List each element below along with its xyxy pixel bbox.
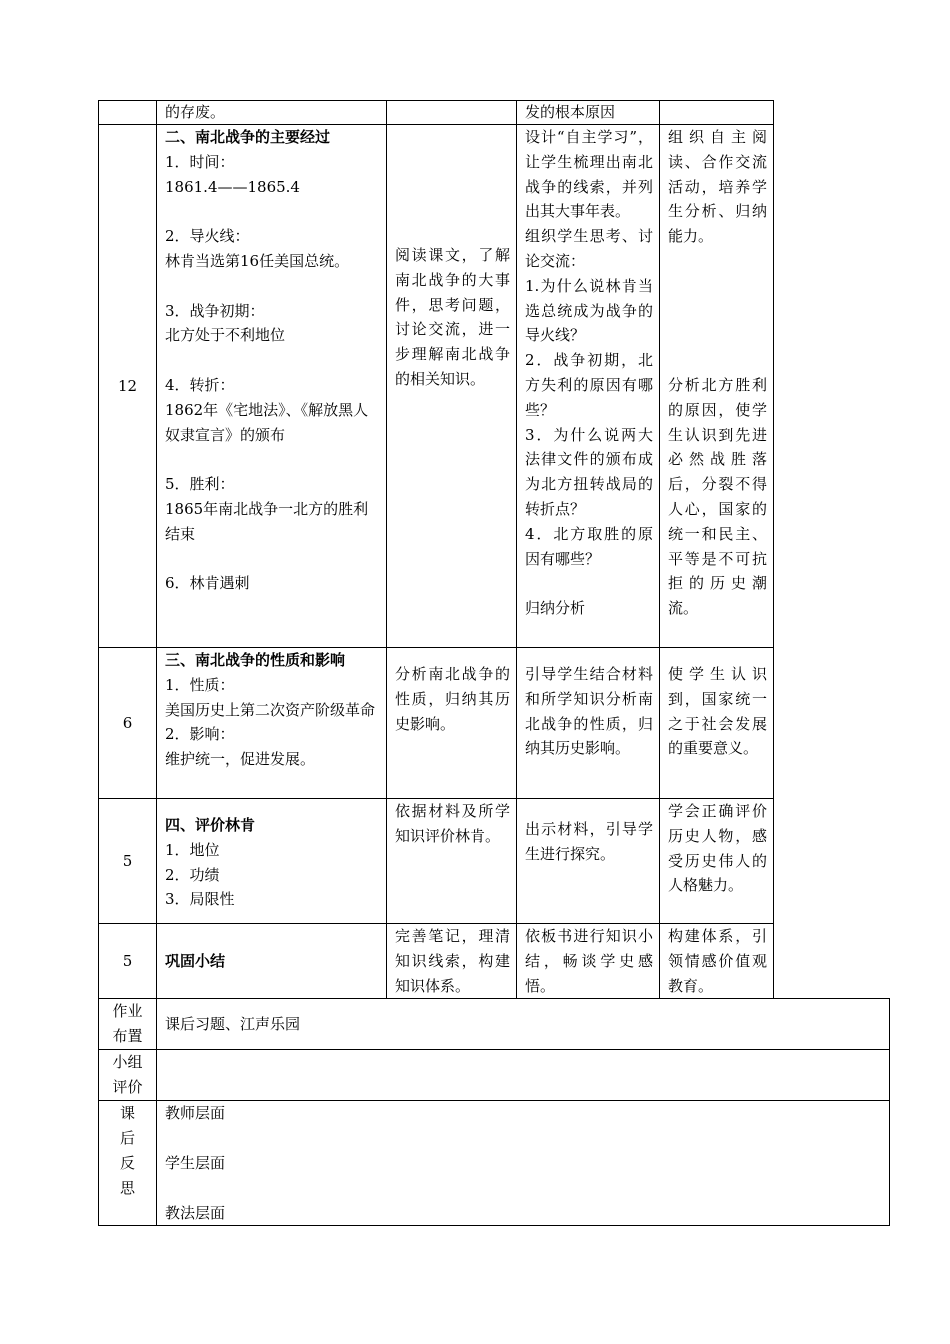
content-line: 3．局限性 bbox=[165, 890, 235, 909]
reflection-content bbox=[157, 1101, 890, 1226]
section-content-cell bbox=[157, 125, 387, 648]
section-minutes: 6 bbox=[99, 648, 157, 799]
content-item-label: 2．导火线： bbox=[165, 227, 250, 246]
teacher-activity-text: 设计“自主学习”，让学生梳理出南北战争的线索，并列出其大事年表。 bbox=[525, 128, 653, 221]
section-minutes: 12 bbox=[99, 125, 157, 648]
group-evaluation-row bbox=[99, 1050, 890, 1101]
design-intent-cell bbox=[660, 125, 774, 648]
design-intent-cell bbox=[660, 799, 774, 924]
label-line: 作业 bbox=[112, 1002, 143, 1021]
label-line: 反 bbox=[119, 1153, 135, 1172]
content-line: 2．功绩 bbox=[165, 865, 220, 884]
section-minutes: 5 bbox=[99, 924, 157, 999]
section-row-evaluate-lincoln bbox=[99, 799, 890, 924]
teacher-activity-text: 1.为什么说林肯当选总统成为战争的导火线？ bbox=[525, 276, 653, 345]
student-activity-text: 分析南北战争的性质，归纳其历史影响。 bbox=[395, 665, 510, 733]
teacher-activity-text: 归纳分析 bbox=[525, 599, 586, 618]
section-row-nature-impact bbox=[99, 648, 890, 799]
content-item-label: 5．胜利： bbox=[165, 475, 235, 494]
design-intent-cell bbox=[660, 924, 774, 999]
section-content-cell bbox=[157, 924, 387, 999]
content-item-label: 1．时间： bbox=[165, 152, 235, 171]
teacher-activity-text: 3．为什么说两大法律文件的颁布成为北方扭转战局的转折点？ bbox=[525, 425, 653, 518]
teacher-activity-text: 2．战争初期，北方失利的原因有哪些？ bbox=[525, 351, 653, 419]
student-activity-text: 完善笔记，理清知识线索，构建知识体系。 bbox=[395, 927, 510, 995]
content-line: 维护统一，促进发展。 bbox=[165, 750, 316, 769]
reflection-item: 教师层面 bbox=[165, 1104, 226, 1123]
homework-row bbox=[99, 999, 890, 1050]
design-intent-text: 使学生认识到，国家统一之于社会发展的重要意义。 bbox=[668, 665, 767, 758]
section-minutes: 5 bbox=[99, 799, 157, 924]
homework-label bbox=[99, 999, 157, 1050]
teacher-activity-text: 4．北方取胜的原因有哪些？ bbox=[525, 524, 653, 568]
teacher-activity-text: 依板书进行知识小结，畅谈学史感悟。 bbox=[525, 927, 653, 995]
teacher-activity-text: 引导学生结合材料和所学知识分析南北战争的性质，归纳其历史影响。 bbox=[525, 665, 653, 758]
teacher-activity-cell bbox=[517, 648, 660, 799]
section-heading: 三、南北战争的性质和影响 bbox=[165, 651, 346, 669]
content-item-text: 1861.4——1865.4 bbox=[165, 177, 300, 196]
homework-content bbox=[157, 999, 890, 1050]
design-intent-text: 分析北方胜利的原因，使学生认识到先进必然战胜落后，分裂不得人心，国家的统一和民主、平等是不可抗拒的历史潮流。 bbox=[668, 375, 767, 618]
student-activity-text: 依据材料及所学知识评价林肯。 bbox=[395, 802, 510, 845]
student-activity-cell bbox=[387, 125, 517, 648]
student-activity-text: 阅读课文，了解南北战争的大事件，思考问题，讨论交流，进一步理解南北战争的相关知识。 bbox=[395, 246, 510, 388]
reflection-label bbox=[99, 1101, 157, 1226]
teacher-activity-text: 组织学生思考、讨论交流： bbox=[525, 227, 653, 270]
content-item-label: 6．林肯遇刺 bbox=[165, 574, 250, 593]
design-intent-text: 组织自主阅读、合作交流活动，培养学生分析、归纳能力。 bbox=[668, 128, 767, 246]
continuation-student-cell bbox=[387, 101, 517, 125]
content-line: 美国历史上第二次资产阶级革命 bbox=[165, 700, 376, 719]
group-evaluation-content bbox=[157, 1050, 890, 1101]
teacher-activity-cell bbox=[517, 924, 660, 999]
content-item-text: 1865年南北战争一北方的胜利结束 bbox=[165, 499, 369, 543]
design-intent-cell bbox=[660, 648, 774, 799]
design-intent-text: 学会正确评价历史人物，感受历史伟人的人格魅力。 bbox=[668, 802, 767, 895]
label-line: 小组 bbox=[112, 1053, 143, 1072]
section-content-cell bbox=[157, 648, 387, 799]
continuation-row bbox=[99, 101, 890, 125]
lesson-plan-table bbox=[98, 100, 890, 1226]
right-blank-column bbox=[774, 101, 890, 999]
continuation-intent-cell bbox=[660, 101, 774, 125]
continuation-time-cell bbox=[99, 101, 157, 125]
continuation-teacher-cell: 发的根本原因 bbox=[517, 101, 660, 125]
student-activity-cell bbox=[387, 648, 517, 799]
content-item-text: 1862年《宅地法》、《解放黑人奴隶宣言》的颁布 bbox=[165, 400, 369, 444]
content-item-label: 4．转折： bbox=[165, 375, 235, 394]
label-line: 布置 bbox=[112, 1027, 143, 1046]
label-line: 后 bbox=[119, 1129, 135, 1148]
content-item-text: 北方处于不利地位 bbox=[165, 326, 286, 345]
reflection-row bbox=[99, 1101, 890, 1226]
section-row-summary bbox=[99, 924, 890, 999]
student-activity-cell bbox=[387, 924, 517, 999]
reflection-item: 教法层面 bbox=[165, 1203, 226, 1222]
continuation-content-cell: 的存废。 bbox=[157, 101, 387, 125]
section-row-course-of-war bbox=[99, 125, 890, 648]
content-line: 2．影响： bbox=[165, 725, 235, 744]
label-line: 课 bbox=[119, 1104, 135, 1123]
content-item-label: 3．战争初期： bbox=[165, 301, 265, 320]
teacher-activity-cell bbox=[517, 799, 660, 924]
content-line: 1．性质： bbox=[165, 675, 235, 694]
content-line: 1．地位 bbox=[165, 840, 220, 859]
label-line: 评价 bbox=[112, 1078, 143, 1097]
design-intent-text: 构建体系，引领情感价值观教育。 bbox=[668, 927, 767, 995]
group-evaluation-label bbox=[99, 1050, 157, 1101]
teacher-activity-text: 出示材料，引导学生进行探究。 bbox=[525, 820, 653, 863]
content-item-text: 林肯当选第16任美国总统。 bbox=[165, 251, 350, 270]
reflection-item: 学生层面 bbox=[165, 1153, 226, 1172]
section-heading: 二、南北战争的主要经过 bbox=[165, 128, 331, 146]
section-heading: 巩固小结 bbox=[165, 951, 226, 970]
student-activity-cell bbox=[387, 799, 517, 924]
label-line: 思 bbox=[119, 1178, 135, 1197]
teacher-activity-cell bbox=[517, 125, 660, 648]
homework-text: 课后习题、江声乐园 bbox=[165, 1014, 301, 1033]
section-heading: 四、评价林肯 bbox=[165, 816, 256, 834]
section-content-cell bbox=[157, 799, 387, 924]
